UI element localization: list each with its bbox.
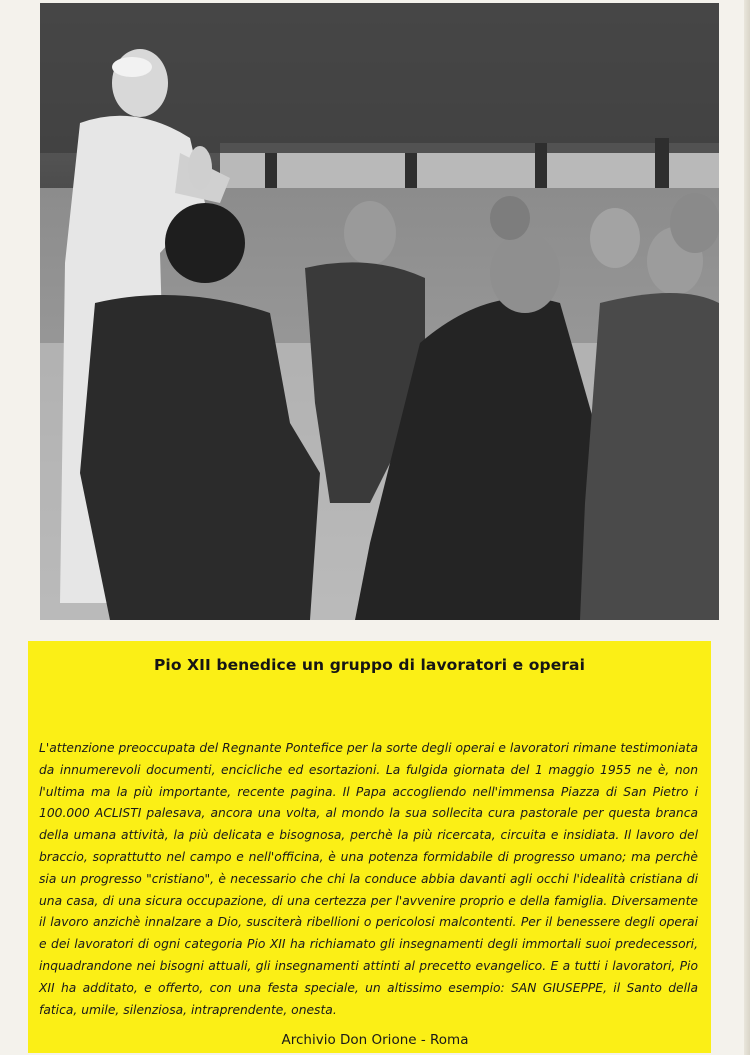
archive-footer: Archivio Don Orione - Roma — [281, 1032, 469, 1048]
caption-title: Pio XII benedice un gruppo di lavoratori e operai — [153, 656, 586, 674]
photograph — [40, 3, 719, 620]
article-body: L'attenzione preoccupata del Regnante Pontefice per la sorte degli operai e lavoratori rimane testimoniata da innumerevoli documenti, encicliche ed esortazioni. La fulgida giornata del 1 maggio 1955 ne è, non l'ultima ma la più importante, recente pagina. Il Papa accogliendo nell'immensa Piazza di San Pietro i 100.000 ACLISTI palesava, ancora una volta, al mondo la sua sollecita cura pastorale per questa branca della umana attività, la più delicata e bisognosa, perchè la più ricercata, circuita e insidiata. Il lavoro del braccio, soprattutto nel campo e nell'officina, è una potenza formidabile di progresso umano; ma perchè sia un progresso "cristiano", è necessario che chi la conduce abbia davanti agli occhi l'idealità cristiana di una casa, di una sicura occupazione, di una certezza per l'avvenire proprio e della famiglia. Diversamente il lavoro anzichè innalzare a Dio, susciterà ribellioni o pericolosi malcontenti. Per il benessere degli operai e dei lavoratori di ogni categoria Pio XII ha richiamato gli insegnamenti degli immortali suoi predecessori, inquadrandone nei bisogni attuali, gli insegnamenti attinti al precetto evangelico. E a tutti i lavoratori, Pio XII ha additato, e offerto, con una festa speciale, un altissimo esempio: SAN GIUSEPPE, il Santo della fatica, umile, silenziosa, intraprendente, onesta. — [39, 741, 698, 1017]
page-edge — [744, 0, 750, 1055]
photo-illustration — [40, 3, 719, 620]
